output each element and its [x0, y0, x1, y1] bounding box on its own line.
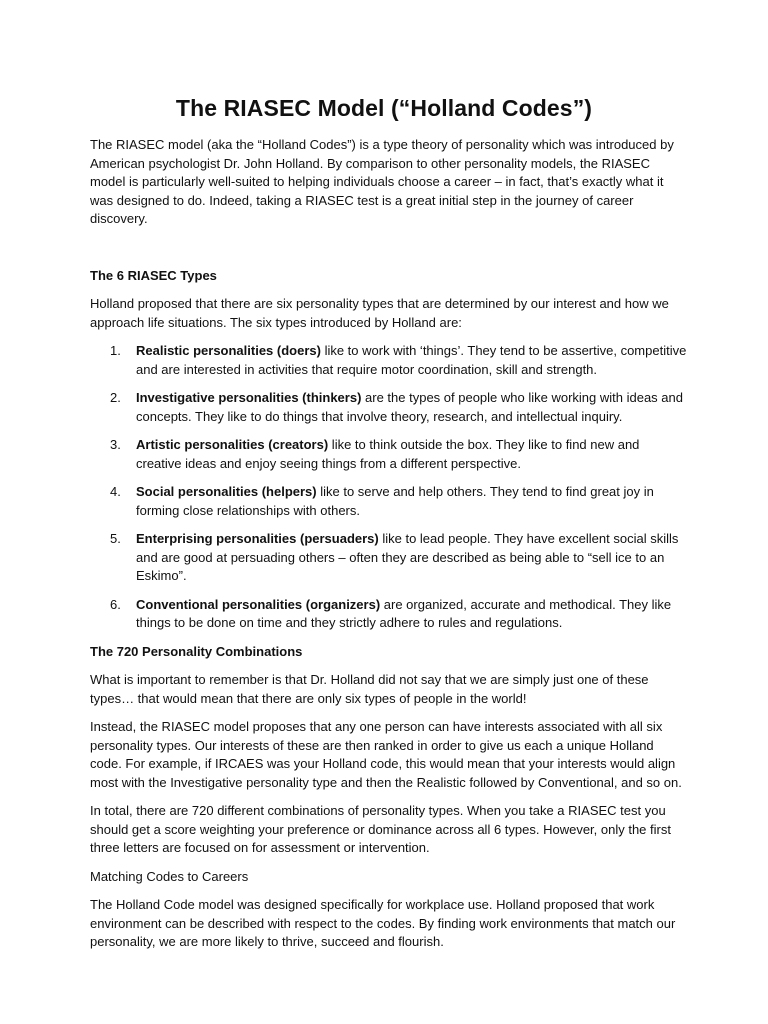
list-number: 1. — [110, 343, 121, 358]
list-number: 2. — [110, 390, 121, 405]
intro-paragraph: The RIASEC model (aka the “Holland Codes”) is a type theory of personality which was introduced by American psychologist Dr. John Holland. By comparison to other personality models, the RIASEC model is particularly well-suited to helping individuals choose a career – in fact, that’s exactly what it was designed to do. Indeed, taking a RIASEC test is a great initial step in the journey of career discovery. — [90, 137, 674, 226]
list-number: 6. — [110, 596, 121, 612]
document-body — [90, 136, 688, 962]
list-item-social — [90, 483, 688, 520]
section-heading-careers: Matching Codes to Careers — [90, 868, 249, 884]
list-item-text: like to serve and help others. They tend to find great joy in forming close relationships with others. — [136, 484, 654, 518]
section-heading-riasec-types: The 6 RIASEC Types — [90, 267, 217, 283]
combinations-paragraph-1: What is important to remember is that Dr. Holland did not say that we are simply just one of these types… that would mean that there are only six types of people in the world! — [90, 672, 649, 706]
list-item-lead: Enterprising personalities (persuaders) — [136, 531, 379, 546]
list-item-text: like to think outside the box. They like to find new and creative ideas and enjoy seeing things from a different perspective. — [136, 437, 640, 471]
list-item-text: like to lead people. They have excellent social skills and are good at persuading others – often they are described as being able to “sell ice to an Eskimo”. — [136, 531, 679, 583]
riasec-types-list — [90, 342, 688, 633]
combinations-paragraph-3: In total, there are 720 different combinations of personality types. When you take a RIASEC test you should get a score weighting your preference or dominance across all 6 types. However, only the first three letters are focused on for assessment or intervention. — [90, 803, 671, 855]
list-item-lead: Investigative personalities (thinkers) — [136, 390, 362, 405]
list-item-artistic — [90, 436, 688, 473]
list-item-text: are the types of people who like working with ideas and concepts. They like to do things that involve theory, research, and intellectual inquiry. — [136, 390, 683, 424]
list-item-enterprising — [90, 530, 688, 586]
list-number: 5. — [110, 531, 121, 546]
list-item-investigative — [90, 389, 688, 426]
section-paragraph-types: Holland proposed that there are six personality types that are determined by our interest and how we approach life situations. The six types introduced by Holland are: — [90, 296, 669, 330]
list-item-text: like to work with ‘things’. They tend to be assertive, competitive and are interested in activities that require motor coordination, skill and strength. — [136, 343, 687, 377]
list-item-lead: Realistic personalities (doers) — [136, 343, 321, 358]
list-item-lead: Conventional personalities (organizers) — [136, 596, 381, 612]
document-title: The RIASEC Model (“Holland Codes”) — [175, 95, 593, 121]
list-item-realistic — [90, 342, 688, 379]
list-number: 4. — [110, 484, 121, 499]
careers-paragraph: The Holland Code model was designed specifically for workplace use. Holland proposed that work environment can be described with respect to the codes. By finding work environments that match our personality, we are more likely to thrive, succeed and flourish. — [90, 897, 676, 949]
list-item-lead: Social personalities (helpers) — [136, 484, 317, 499]
list-item-conventional — [90, 596, 688, 633]
combinations-paragraph-2: Instead, the RIASEC model proposes that any one person can have interests associated with all six personality types. Our interests of these are then ranked in order to give us each a unique Holland code. For example, if IRCAES was your Holland code, this would mean that your interests would align most with the Investigative personality type and then the Realistic followed by Conventional, and so on. — [90, 719, 682, 790]
section-heading-combinations: The 720 Personality Combinations — [90, 643, 303, 659]
list-item-lead: Artistic personalities (creators) — [136, 437, 329, 452]
list-number: 3. — [110, 437, 121, 452]
list-item-text: are organized, accurate and methodical. They like things to be done on time and they strictly adhere to rules and regulations. — [136, 596, 672, 630]
